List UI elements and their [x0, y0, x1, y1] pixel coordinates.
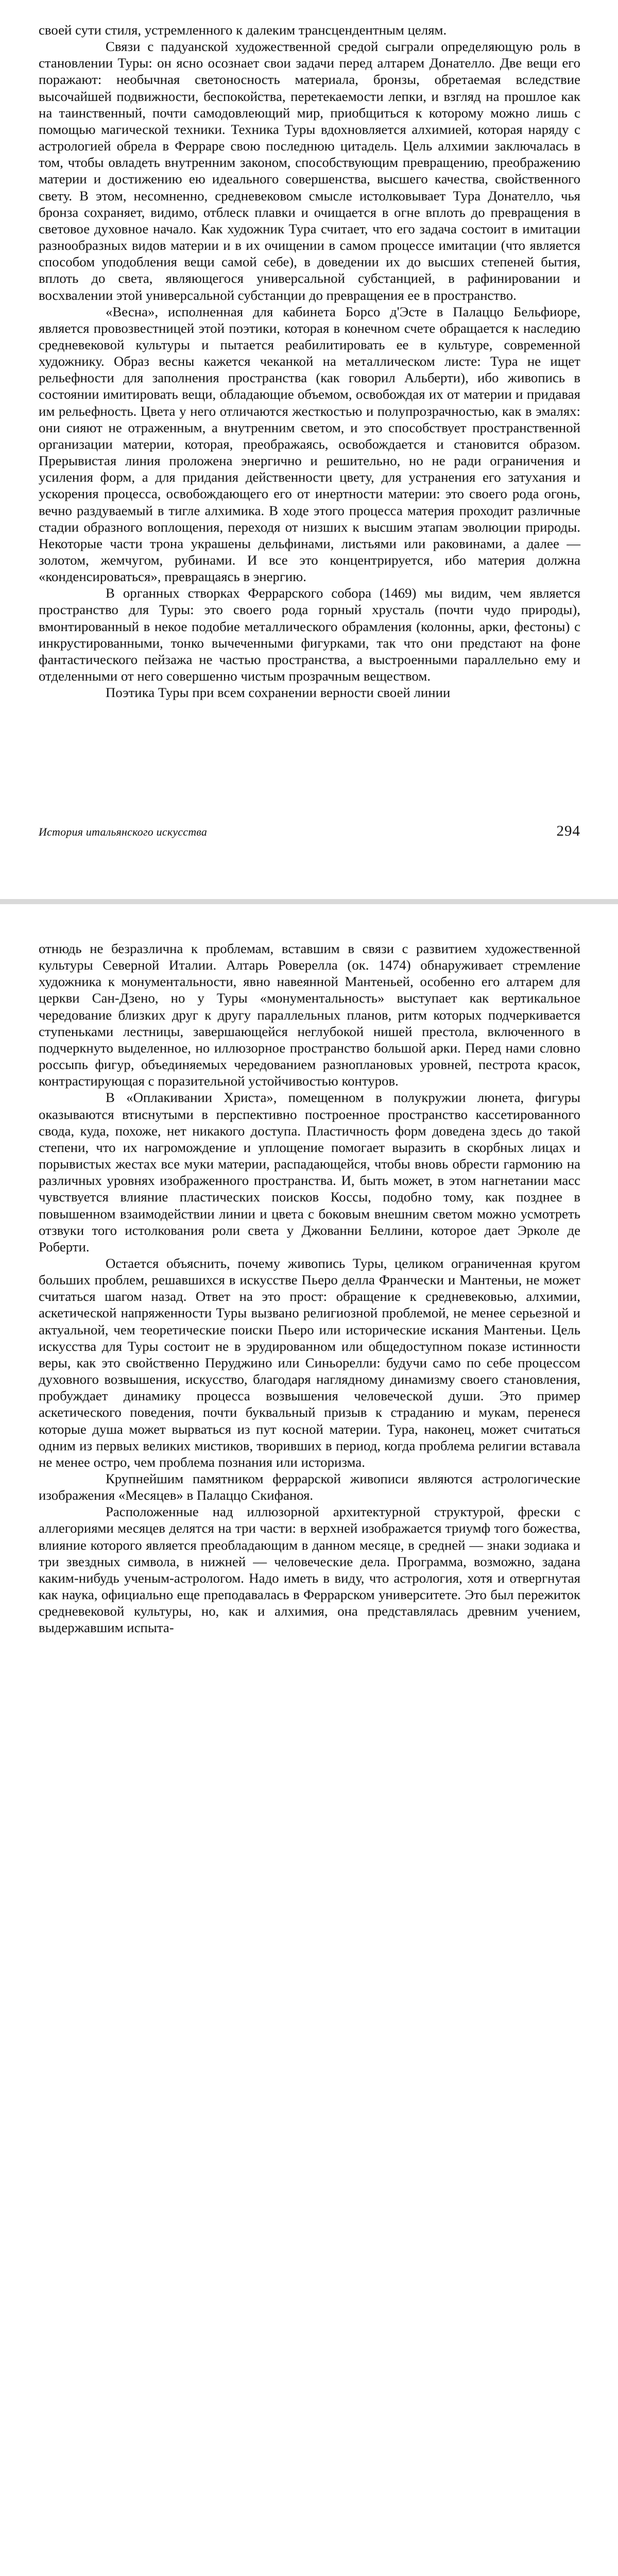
paragraph-organ-shutters: В органных створках Феррарского собора (1469) мы видим, чем является пространство для Туры: это своего рода горный хрусталь (почти чудо природы), вмонтированный в некое подобие металлического обрамления (колонны, арки, фестоны) с инкрустированными, тонко вычеченными фигурками, так что они предстают на фоне фантастического пейзажа не частью пространства, а выстроенными параллельно ему и отделенными от него совершенно чистым прозрачным веществом. [39, 585, 580, 684]
paragraph-continuation: отнюдь не безразлична к проблемам, вставшим в связи с развитием художественной культуры Северной Италии. Алтарь Роверелла (ок. 1474) обнаруживает стремление художника к монументальности, явно навеянной Мантеньей, особенно его алтарем для церкви Сан-Дзено, но у Туры «монументальность» выступает как вертикальное чередование близких друг к другу параллельных планов, ритм которых подчеркивается ступеньками лестницы, завершающейся неглубокой нишей престола, включенного в подчеркнуто выделенное, но иллюзорное пространство большой арки. Перед нами словно россыпь фигур, объединяемых чередованием разноплановых уровней, пестрота красок, контрастирующая с поразительной устойчивостью контуров. [39, 941, 580, 1089]
page-body-text [39, 940, 580, 1636]
paragraph-padua-influence: Связи с падуанской художественной средой сыграли определяющую роль в становлении Туры: он ясно осознает свои задачи перед алтарем Донателло. Две вещи его поражают: необычная светоносность материала, бронзы, обретаемая вследствие высочайшей подвижности, беспокойства, перетекаемости лепки, и взгляд на прошлое как на таинственный, почти самодовлеющий мир, приобщиться к которому можно лишь с помощью магической техники. Техника Туры вдохновляется алхимией, которая наряду с астрологией обрела в Ферраре свою последнюю цитадель. Цель алхимии заключалась в том, чтобы овладеть внутренним законом, способствующим превращению, преображению материи и достижению ею идеального совершенства, высшего качества, свойственного свету. В этом, несомненно, средневековом смысле истолковывает Тура Донателло, чья бронза сохраняет, видимо, отблеск плавки и очищается в огне вплоть до превращения в световое духовное начало. Как художник Тура считает, что его задача состоит в имитации разнообразных видов материи и в их очищении в самом процессе имитации (что является способом уподобления вещи самой себе), в доведении их до высших степеней бытия, вплоть до света, являющегося универсальной субстанцией, в рафинировании и восхвалении этой универсальной субстанции до превращения ее в пространство. [39, 39, 580, 303]
paragraph-spring: «Весна», исполненная для кабинета Борсо д'Эсте в Палаццо Бельфиоре, является провозвестницей этой поэтики, которая в конечном счете обращается к наследию средневековой культуры и пытается реабилитировать ее в культуре, современной художнику. Образ весны кажется чеканкой на металлическом листе: Тура не ищет рельефности для заполнения пространства (как говорил Альберти), ибо живопись в состоянии имитировать вещи, обладающие объемом, освобождая их от материи и придавая им рельефность. Цвета у него отличаются жесткостью и полупрозрачностью, как в эмалях: они сияют не отраженным, а внутренним светом, и это способствует пространственной организации материи, которая, преображаясь, освобождается и становится образом. Прерывистая линия проложена энергично и решительно, но не ради ограничения и усиления форм, а для придания действенности цвету, для устранения его затухания и ускорения процесса, освобождающего его от инертности материи: это своего рода огонь, вечно раздуваемый в тигле алхимика. В ходе этого процесса материя проходит различные стадии образного воплощения, переходя от низших к высшим этапам эволюции природы. Некоторые части трона украшены дельфинами, листьями или раковинами, а далее — золотом, жемчугом, рубинами. И все это концентрируется, ибо материя должна «конденсироваться», превращаясь в энергию. [39, 303, 580, 585]
page-footer [39, 823, 580, 840]
paragraph-lamentation: В «Оплакивании Христа», помещенном в полукружии люнета, фигуры оказываются втиснутыми в перспективно построенное пространство кассетированного свода, куда, похоже, нет никакого доступа. Пластичность форм доведена здесь до такой степени, что их нагромождение и уплощение помогает выразить в скорбных лицах и порывистых жестах все муки материи, распадающейся, чтобы вновь обрести гармонию на различных уровнях изображенного пространства. И, быть может, в этом нагнетании масс чувствуется влияние пластических поисков Коссы, подобно тому, как позднее в повышенном взаимодействии линии и цвета с боковым внешним светом можно усмотреть отзвуки того истолкования роли света у Джованни Беллини, которое дает Эрколе де Роберти. [39, 1090, 580, 1255]
book-page-295 [0, 904, 618, 1787]
paragraph-continuation: своей сути стиля, устремленного к далеким трансцендентным целям. [39, 22, 447, 38]
paragraph-frescoes: Расположенные над иллюзорной архитектурной структурой, фрески с аллегориями месяцев делятся на три части: в верхней изображается триумф того божества, влияние которого является преобладающим в данном месяце, в средней — знаки зодиака и три звездных символа, в нижней — человеческие дела. Программа, возможно, задана каким-нибудь ученым-астрологом. Надо иметь в виду, что астрология, хотя и отвергнутая как наука, официально еще преподавалась в Феррарском университете. Это был пережиток средневековой культуры, но, как и алхимия, она представлялась древним учением, выдержавшим испыта- [39, 1504, 580, 1636]
page-divider [0, 899, 618, 904]
page-number: 294 [556, 823, 580, 839]
page-body-text [39, 22, 580, 701]
paragraph-poetics: Поэтика Туры при всем сохранении верности своей линии [106, 685, 451, 701]
running-head: История итальянского искусства [39, 825, 208, 838]
paragraph-months-intro: Крупнейшим памятником феррарской живописи являются астрологические изображения «Месяцев» в Палаццо Скифаноя. [39, 1471, 580, 1503]
book-page-294 [0, 0, 618, 899]
paragraph-explanation: Остается объяснить, почему живопись Туры, целиком ограниченная кругом больших проблем, решавшихся в искусстве Пьеро делла Франчески и Мантеньи, не может считаться шагом назад. Ответ на это прост: обращение к средневековью, алхимии, аскетической напряженности Туры вызвано религиозной проблемой, не менее серьезной и актуальной, чем теоретические поиски Пьеро или исторические искания Мантеньи. Цель искусства для Туры состоит не в эрудированном или общедоступном показе истинности веры, как это свойственно Перуджино или Синьорелли: будучи само по себе процессом духовного возвышения, искусство, благодаря наглядному динамизму своего становления, пробуждает динамику процесса возвышения человеческой души. Это пример аскетического поведения, почти буквальный призыв к страданию и мукам, перенеся которые душа может вырваться из пут косной материи. Тура, наконец, может считаться одним из первых великих мистиков, творивших в период, когда проблема религии вставала не менее остро, чем проблема познания или историзма. [39, 1255, 580, 1470]
